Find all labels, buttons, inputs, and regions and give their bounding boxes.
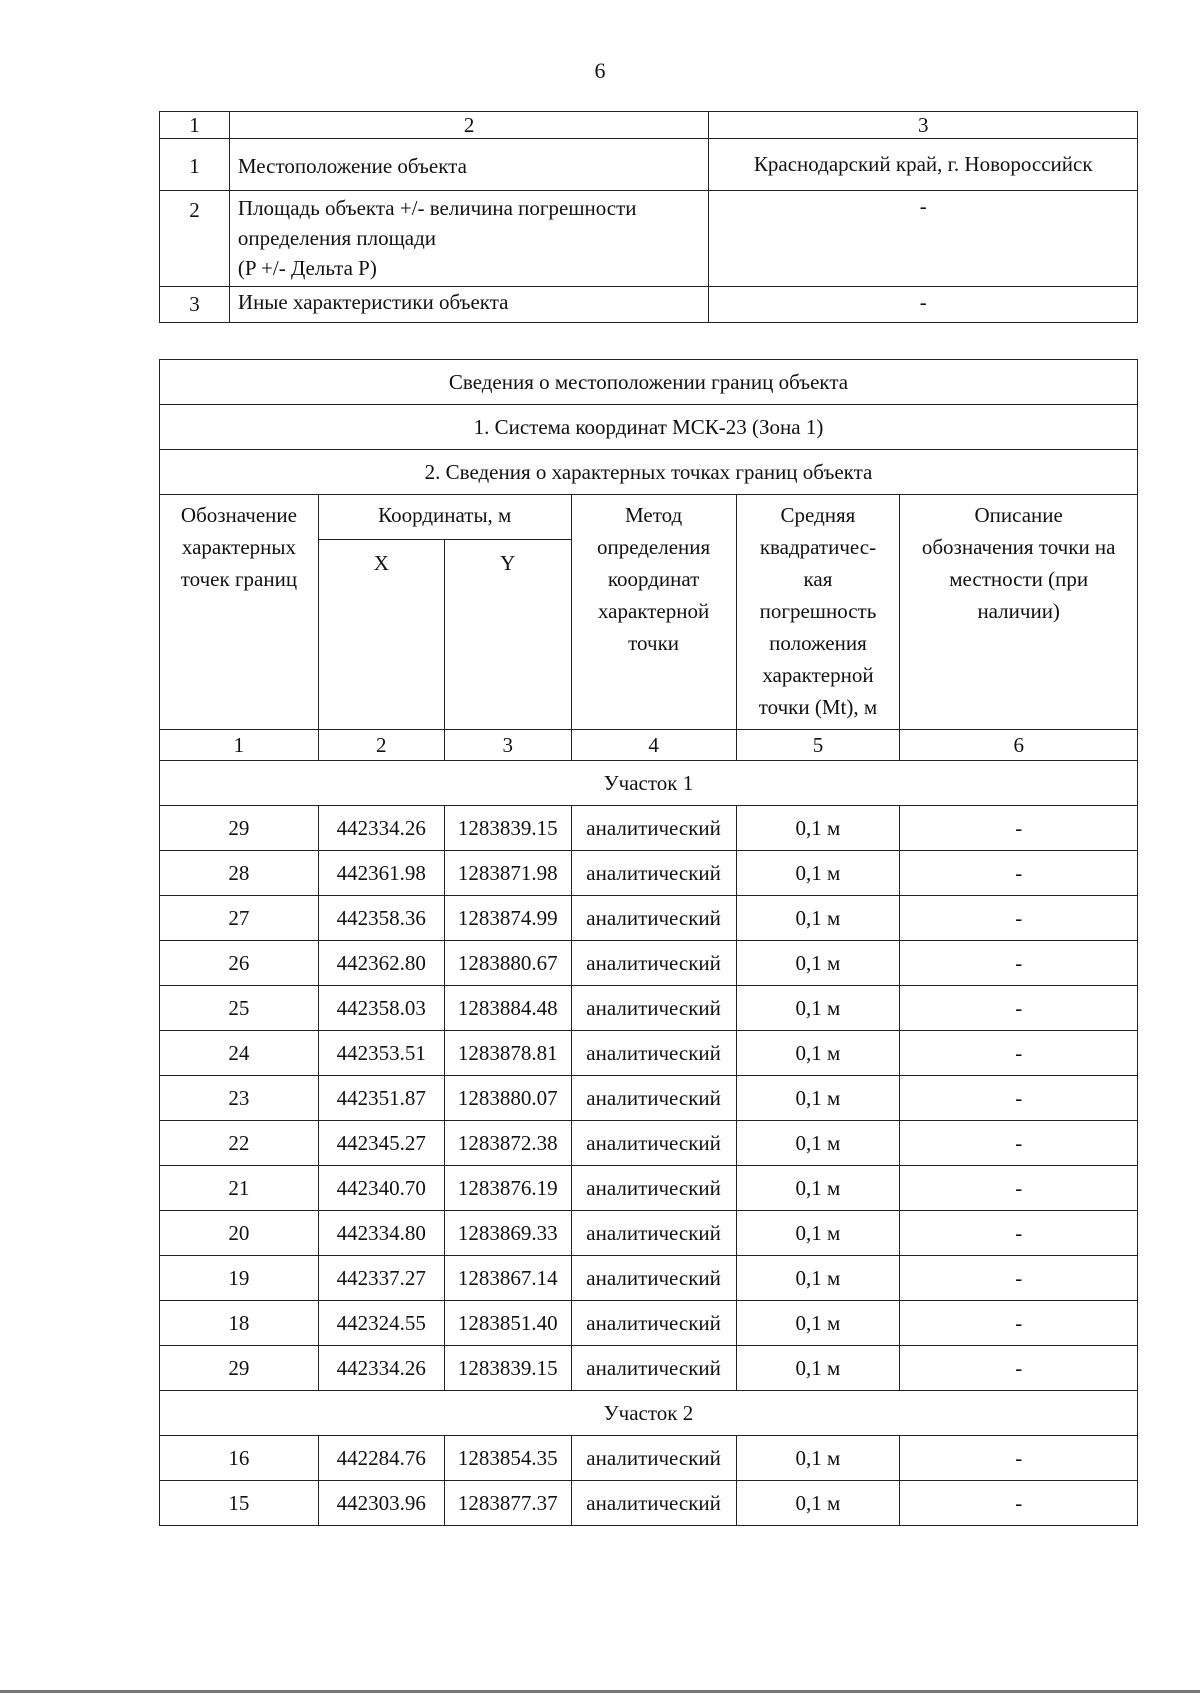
- point-number: 26: [160, 941, 319, 986]
- coord-x: 442334.26: [318, 1346, 444, 1391]
- method: аналитический: [571, 1481, 736, 1526]
- info-row-value: -: [709, 191, 1138, 287]
- section-row: [160, 761, 1138, 806]
- point-number: 23: [160, 1076, 319, 1121]
- info-header-cell: 2: [229, 112, 709, 139]
- mean-error: 0,1 м: [736, 986, 900, 1031]
- coord-x: 442361.98: [318, 851, 444, 896]
- coord-x: 442358.36: [318, 896, 444, 941]
- coord-y: 1283880.07: [444, 1076, 571, 1121]
- mean-error: 0,1 м: [736, 1031, 900, 1076]
- column-number: 6: [900, 730, 1138, 761]
- coord-y: 1283880.67: [444, 941, 571, 986]
- column-number: 1: [160, 730, 319, 761]
- info-name-line: Площадь объекта +/- величина погрешности: [237, 196, 637, 220]
- info-header-cell: 3: [709, 112, 1138, 139]
- info-row: [160, 287, 1138, 323]
- points-title-row: [160, 450, 1138, 495]
- point-number: 20: [160, 1211, 319, 1256]
- header-line: местности (при: [949, 567, 1089, 591]
- info-row-value: -: [709, 287, 1138, 323]
- point-row: [160, 941, 1138, 986]
- coord-x: 442340.70: [318, 1166, 444, 1211]
- coord-system: 1. Система координат МСК-23 (Зона 1): [160, 405, 1138, 450]
- point-description: -: [900, 1436, 1138, 1481]
- method: аналитический: [571, 1301, 736, 1346]
- header-line: точки (Mt), м: [758, 695, 878, 719]
- boundary-points-table: [159, 359, 1138, 1526]
- info-row-number: 3: [160, 287, 230, 323]
- column-header-row: [160, 495, 1138, 540]
- header-line: характерной: [597, 599, 710, 623]
- error-header: [736, 495, 900, 730]
- coord-x: 442337.27: [318, 1256, 444, 1301]
- method: аналитический: [571, 1076, 736, 1121]
- column-number: 2: [318, 730, 444, 761]
- point-description: -: [900, 806, 1138, 851]
- point-row: [160, 851, 1138, 896]
- method: аналитический: [571, 941, 736, 986]
- column-number: 3: [444, 730, 571, 761]
- point-number: 29: [160, 1346, 319, 1391]
- coord-x: 442353.51: [318, 1031, 444, 1076]
- column-number: 4: [571, 730, 736, 761]
- coord-y: 1283876.19: [444, 1166, 571, 1211]
- x-header: X: [318, 540, 444, 730]
- header-line: положения: [769, 631, 867, 655]
- point-number: 22: [160, 1121, 319, 1166]
- coord-y: 1283839.15: [444, 806, 571, 851]
- point-number: 29: [160, 806, 319, 851]
- mean-error: 0,1 м: [736, 851, 900, 896]
- point-description: -: [900, 1166, 1138, 1211]
- point-row: [160, 1346, 1138, 1391]
- column-number: 5: [736, 730, 900, 761]
- point-row: [160, 1436, 1138, 1481]
- point-description: -: [900, 1481, 1138, 1526]
- mean-error: 0,1 м: [736, 1481, 900, 1526]
- method: аналитический: [571, 896, 736, 941]
- coord-system-row: [160, 405, 1138, 450]
- header-line: точки: [628, 631, 680, 655]
- header-line: точек границ: [180, 567, 298, 591]
- section-title: Участок 1: [160, 761, 1138, 806]
- coord-x: 442345.27: [318, 1121, 444, 1166]
- mean-error: 0,1 м: [736, 896, 900, 941]
- column-numbers-row: [160, 730, 1138, 761]
- point-description: -: [900, 896, 1138, 941]
- coord-y: 1283839.15: [444, 1346, 571, 1391]
- point-number: 28: [160, 851, 319, 896]
- point-description: -: [900, 986, 1138, 1031]
- point-description: -: [900, 1256, 1138, 1301]
- coords-header: Координаты, м: [318, 495, 571, 540]
- mean-error: 0,1 м: [736, 1076, 900, 1121]
- sections-body: [160, 761, 1138, 1526]
- method: аналитический: [571, 1256, 736, 1301]
- point-number: 24: [160, 1031, 319, 1076]
- info-row-number: 2: [160, 191, 230, 287]
- mean-error: 0,1 м: [736, 941, 900, 986]
- y-header: Y: [444, 540, 571, 730]
- point-row: [160, 1481, 1138, 1526]
- coord-y: 1283877.37: [444, 1481, 571, 1526]
- section-row: [160, 1391, 1138, 1436]
- info-row: [160, 139, 1138, 191]
- point-description: -: [900, 1031, 1138, 1076]
- info-row: [160, 191, 1138, 287]
- point-number: 27: [160, 896, 319, 941]
- coord-x: 442334.80: [318, 1211, 444, 1256]
- header-line: координат: [607, 567, 700, 591]
- coord-y: 1283851.40: [444, 1301, 571, 1346]
- point-row: [160, 1121, 1138, 1166]
- coord-y: 1283884.48: [444, 986, 571, 1031]
- point-number: 21: [160, 1166, 319, 1211]
- point-row: [160, 1211, 1138, 1256]
- point-description: -: [900, 851, 1138, 896]
- section-title: Участок 2: [160, 1391, 1138, 1436]
- point-row: [160, 1076, 1138, 1121]
- coord-y: 1283878.81: [444, 1031, 571, 1076]
- mean-error: 0,1 м: [736, 806, 900, 851]
- object-info-table: [159, 111, 1138, 323]
- header-line: Обозначение: [180, 503, 297, 527]
- method: аналитический: [571, 1211, 736, 1256]
- point-row: [160, 1166, 1138, 1211]
- coord-y: 1283874.99: [444, 896, 571, 941]
- header-line: характерных: [181, 535, 296, 559]
- coord-x: 442362.80: [318, 941, 444, 986]
- coord-y: 1283872.38: [444, 1121, 571, 1166]
- designation-header: [160, 495, 319, 730]
- method: аналитический: [571, 1166, 736, 1211]
- method: аналитический: [571, 1346, 736, 1391]
- coord-x: 442351.87: [318, 1076, 444, 1121]
- point-description: -: [900, 1346, 1138, 1391]
- info-row-name: Иные характеристики объекта: [229, 287, 709, 323]
- method: аналитический: [571, 851, 736, 896]
- mean-error: 0,1 м: [736, 1211, 900, 1256]
- method: аналитический: [571, 1031, 736, 1076]
- header-line: Метод: [624, 503, 683, 527]
- point-row: [160, 1301, 1138, 1346]
- point-row: [160, 986, 1138, 1031]
- scan-edge-line: [0, 1690, 1200, 1693]
- point-description: -: [900, 1121, 1138, 1166]
- info-name-line: (P +/- Дельта P): [237, 256, 377, 280]
- coord-y: 1283871.98: [444, 851, 571, 896]
- point-description: -: [900, 1076, 1138, 1121]
- coord-y: 1283854.35: [444, 1436, 571, 1481]
- point-description: -: [900, 1301, 1138, 1346]
- method: аналитический: [571, 806, 736, 851]
- points-title: 2. Сведения о характерных точках границ объекта: [160, 450, 1138, 495]
- point-description: -: [900, 1211, 1138, 1256]
- info-row-name: [229, 191, 709, 287]
- method: аналитический: [571, 1436, 736, 1481]
- mean-error: 0,1 м: [736, 1346, 900, 1391]
- header-line: квадратичес-: [759, 535, 877, 559]
- point-number: 16: [160, 1436, 319, 1481]
- header-line: Описание: [974, 503, 1063, 527]
- header-line: наличии): [977, 599, 1060, 623]
- mean-error: 0,1 м: [736, 1121, 900, 1166]
- mean-error: 0,1 м: [736, 1166, 900, 1211]
- point-number: 18: [160, 1301, 319, 1346]
- point-number: 25: [160, 986, 319, 1031]
- info-row-value: Краснодарский край, г. Новороссийск: [709, 139, 1138, 191]
- coord-y: 1283867.14: [444, 1256, 571, 1301]
- mean-error: 0,1 м: [736, 1436, 900, 1481]
- table-title-row: [160, 360, 1138, 405]
- header-line: Средняя: [780, 503, 856, 527]
- method-header: [571, 495, 736, 730]
- point-row: [160, 806, 1138, 851]
- header-line: кая: [803, 567, 833, 591]
- coord-x: 442334.26: [318, 806, 444, 851]
- info-row-number: 1: [160, 139, 230, 191]
- method: аналитический: [571, 986, 736, 1031]
- header-line: обозначения точки на: [921, 535, 1116, 559]
- coord-y: 1283869.33: [444, 1211, 571, 1256]
- header-line: определения: [596, 535, 711, 559]
- point-description: -: [900, 941, 1138, 986]
- point-row: [160, 1031, 1138, 1076]
- coord-x: 442303.96: [318, 1481, 444, 1526]
- info-table-header: [160, 112, 1138, 139]
- point-number: 19: [160, 1256, 319, 1301]
- info-row-name: Местоположение объекта: [229, 139, 709, 191]
- header-line: характерной: [762, 663, 874, 687]
- point-row: [160, 1256, 1138, 1301]
- point-row: [160, 896, 1138, 941]
- description-header: [900, 495, 1138, 730]
- mean-error: 0,1 м: [736, 1301, 900, 1346]
- coord-x: 442284.76: [318, 1436, 444, 1481]
- info-name-line: определения площади: [237, 226, 437, 250]
- point-number: 15: [160, 1481, 319, 1526]
- header-line: погрешность: [759, 599, 877, 623]
- mean-error: 0,1 м: [736, 1256, 900, 1301]
- method: аналитический: [571, 1121, 736, 1166]
- coord-x: 442358.03: [318, 986, 444, 1031]
- info-header-cell: 1: [160, 112, 230, 139]
- coord-x: 442324.55: [318, 1301, 444, 1346]
- page-number: 6: [594, 58, 606, 83]
- table-title: Сведения о местоположении границ объекта: [160, 360, 1138, 405]
